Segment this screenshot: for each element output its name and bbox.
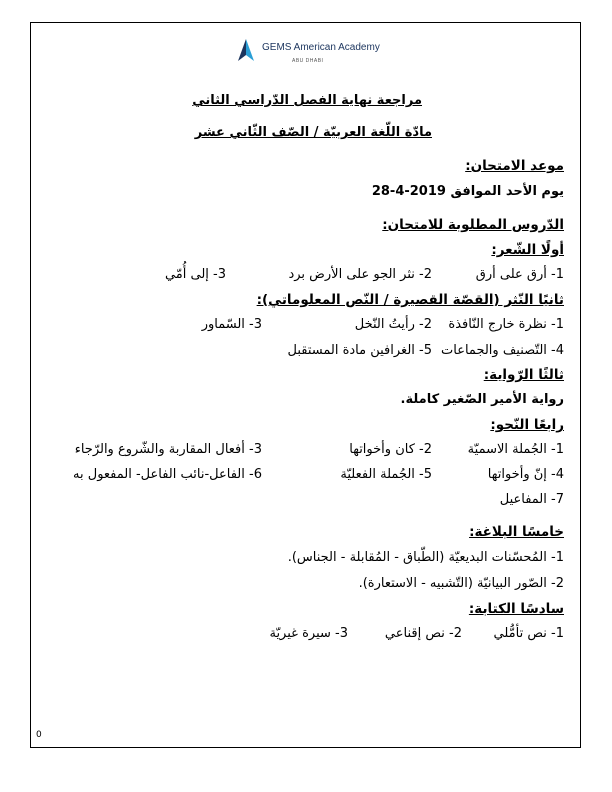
rhetoric-item: 1- المُحسّنات البديعيّة (الطّباق - المُقابلة - الجناس). bbox=[287, 550, 564, 565]
logo-name: GEMS American Academy bbox=[262, 42, 380, 53]
novel-heading: ثالثًا الرّواية: bbox=[483, 367, 564, 383]
rhetoric-item: 2- الصّور البيانيّة (التّشبيه - الاستعارة). bbox=[358, 576, 564, 591]
prose-item: 4- التّصنيف والجماعات bbox=[441, 343, 564, 358]
prose-item: 5- الغرافين مادة المستقبل bbox=[287, 343, 432, 358]
rhetoric-heading: خامسًا البلاغة: bbox=[469, 524, 564, 540]
prose-item: 3- السّماور bbox=[201, 317, 262, 332]
grammar-item: 3- أفعال المقاربة والشّروع والرّجاء bbox=[74, 442, 262, 457]
grammar-item: 6- الفاعل-نائب الفاعل- المفعول به bbox=[73, 467, 262, 482]
writing-item: 2- نص إقناعي bbox=[384, 626, 462, 641]
grammar-item: 2- كان وأخواتها bbox=[349, 442, 432, 457]
writing-item: 1- نص تأمُّلي bbox=[493, 626, 564, 641]
gems-logo bbox=[234, 38, 384, 68]
novel-text: رواية الأمير الصّغير كاملة. bbox=[400, 392, 564, 407]
logo-subtitle: ABU DHABI bbox=[292, 58, 324, 64]
lessons-heading: الدّروس المطلوبة للامتحان: bbox=[382, 217, 564, 233]
exam-heading: موعد الامتحان: bbox=[465, 158, 564, 174]
prose-item: 1- نظرة خارج النّافذة bbox=[448, 317, 564, 332]
poetry-item: 3- إلى أُمّي bbox=[164, 267, 226, 282]
grammar-item: 1- الجُملة الاسميّة bbox=[467, 442, 564, 457]
grammar-item: 7- المفاعيل bbox=[499, 492, 564, 507]
prose-heading: ثانيًا النّثر (القصّة القصيرة / النّص المعلوماتي): bbox=[256, 292, 564, 308]
gems-logo-icon bbox=[234, 38, 258, 62]
poetry-heading: أولًا الشّعر: bbox=[491, 242, 564, 258]
poetry-item: 2- نثر الجو على الأرض برد bbox=[288, 267, 432, 282]
page-number: 0 bbox=[36, 730, 42, 740]
writing-item: 3- سيرة غيريّة bbox=[269, 626, 348, 641]
page-title: مراجعة نهاية الفصل الدّراسي الثاني bbox=[192, 93, 422, 108]
grammar-heading: رابعًا النّحو: bbox=[490, 417, 564, 433]
grammar-item: 4- إنّ وأخواتها bbox=[487, 467, 564, 482]
prose-item: 2- رأيتُ النّخل bbox=[354, 317, 432, 332]
exam-date: يوم الأحد الموافق 2019-4-28 bbox=[371, 184, 564, 199]
page-subtitle: مادّة اللّغة العربيّة / الصّف الثّاني عشر bbox=[194, 125, 432, 140]
poetry-item: 1- أرق على أرق bbox=[475, 267, 564, 282]
grammar-item: 5- الجُملة الفعليّة bbox=[340, 467, 432, 482]
writing-heading: سادسًا الكتابة: bbox=[468, 601, 564, 617]
